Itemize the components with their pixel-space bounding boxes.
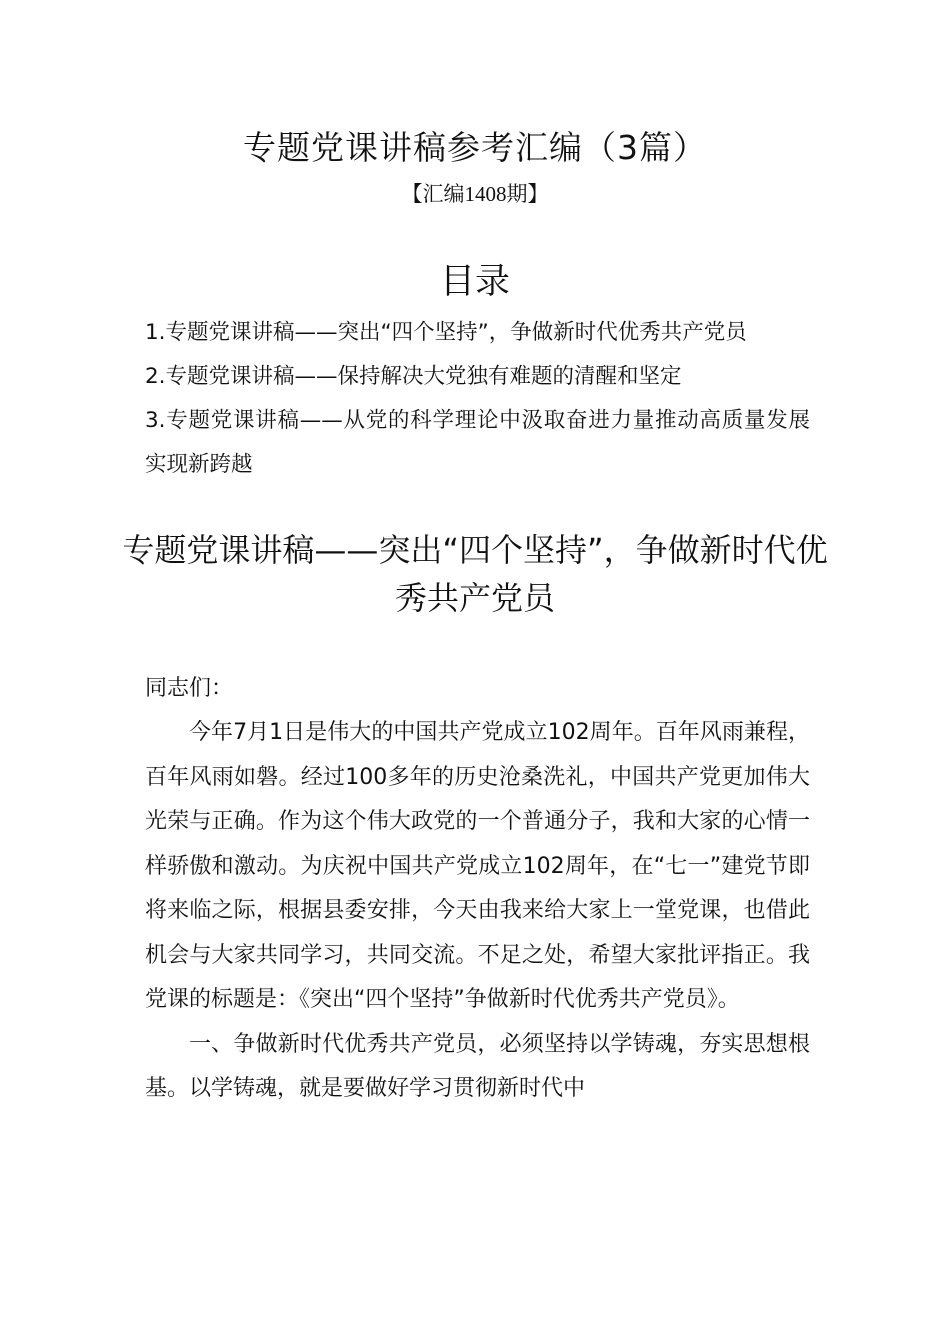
toc-item-1: 1.专题党课讲稿——突出“四个坚持”，争做新时代优秀共产党员 [145, 320, 747, 345]
toc-item-2: 2.专题党课讲稿——保持解决大党独有难题的清醒和坚定 [145, 364, 682, 389]
toc-item-3: 3.专题党课讲稿——从党的科学理论中汲取奋进力量推动高质量发展实现新跨越 [145, 408, 810, 477]
paragraph-1: 今年7月1日是伟大的中国共产党成立102周年。百年风雨兼程，百年风雨如磐。经过100多年的历史沧桑洗礼，中国共产党更加伟大光荣与正确。作为这个伟大政党的一个普通分子，我和大家的心情一样骄傲和激动。为庆祝中国共产党成立102周年，在“七一”建党节即将来临之际，根据县委安排，今天由我来给大家上一堂党课，也借此机会与大家共同学习，共同交流。不足之处，希望大家批评指正。我党课的标题是：《突出“四个坚持”争做新时代优秀共产党员》。 [145, 720, 810, 1012]
paragraph-2: 一、争做新时代优秀共产党员，必须坚持以学铸魂，夯实思想根基。以学铸魂，就是要做好学习贯彻新时代中 [145, 1031, 810, 1101]
article-body [145, 666, 810, 1112]
document-title: 专题党课讲稿参考汇编（3篇） [243, 128, 707, 167]
greeting: 同志们： [145, 676, 234, 701]
toc-heading: 目录 [439, 262, 510, 302]
article-title: 专题党课讲稿——突出“四个坚持”，争做新时代优秀共产党员 [122, 531, 828, 617]
table-of-contents [145, 311, 810, 487]
issue-subtitle: 【汇编1408期】 [401, 182, 549, 206]
